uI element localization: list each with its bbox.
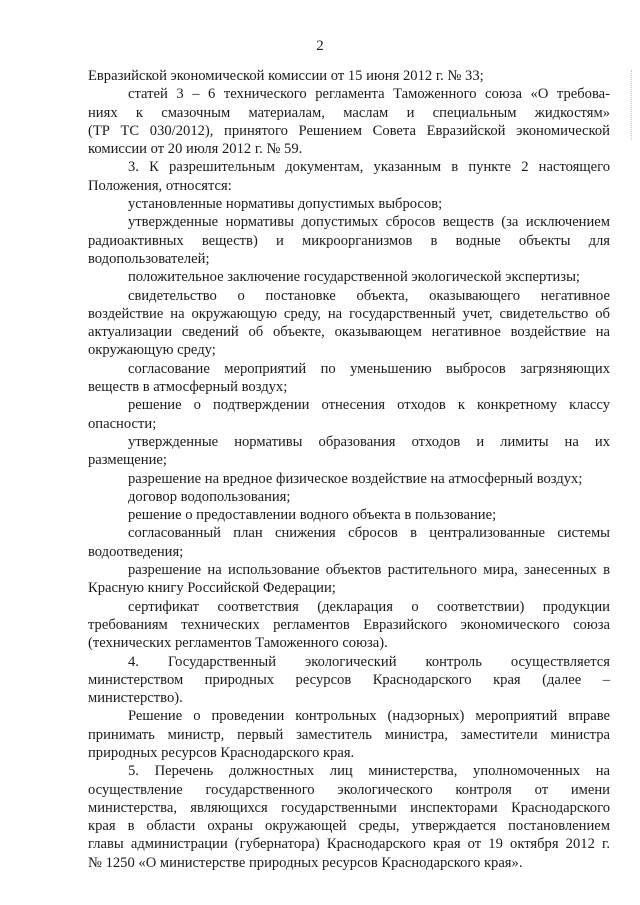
text-line: статей 3 – 6 технического регламента Таможенного союза «О требова-	[128, 86, 610, 103]
text-line: комиссии от 20 июля 2012 г. № 59.	[88, 141, 303, 158]
text-line: воздействие на окружающую среду, на государственный учет, свидетельство об	[88, 305, 610, 322]
page-number: 2	[316, 38, 324, 54]
text-line: водопользователей;	[88, 250, 210, 267]
text-line: (технических регламентов Таможенного союза).	[88, 635, 388, 652]
text-line: Евразийской экономической комиссии от 15 июня 2012 г. № 33;	[88, 68, 484, 84]
text-line: актуализации сведений об объекте, оказывающем негативное воздействие на	[88, 324, 610, 341]
text-line: (ТР ТС 030/2012), принятого Решением Совета Евразийской экономической	[88, 122, 610, 139]
text-line: окружающую среду;	[88, 342, 216, 359]
text-line: 5. Перечень должностных лиц министерства, уполномоченных на	[128, 763, 610, 780]
text-line: сертификат соответствия (декларация о соответствии) продукции	[128, 598, 610, 615]
text-line: договор водопользования;	[128, 488, 291, 505]
text-line: природных ресурсов Краснодарского края.	[88, 744, 355, 761]
text-line: размещение;	[88, 452, 167, 469]
text-line: водоотведения;	[88, 543, 184, 560]
text-line: Решение о проведении контрольных (надзорных) мероприятий вправе	[128, 708, 610, 725]
text-line: утвержденные нормативы допустимых сбросов веществ (за исключением	[128, 214, 610, 231]
text-line: требованиям технических регламентов Евразийского экономического союза	[88, 616, 610, 633]
text-line: принимать министр, первый заместитель министра, заместители министра	[88, 726, 610, 743]
text-line: опасности;	[88, 415, 157, 432]
text-line: министерства, являющихся государственными инспекторами Краснодарского	[88, 799, 610, 816]
text-line: веществ в атмосферный воздух;	[88, 379, 288, 396]
text-line: края в области охраны окружающей среды, утверждается постановлением	[88, 818, 610, 835]
text-line: положительное заключение государственной экологической экспертизы;	[128, 269, 580, 286]
text-line: ниях к смазочным материалам, маслам и специальным жидкостям»	[88, 104, 610, 121]
text-line: 4. Государственный экологический контроль осуществляется	[128, 653, 610, 670]
text-line: решение о предоставлении водного объекта в пользование;	[128, 507, 497, 524]
text-line: министерством природных ресурсов Краснодарского края (далее –	[88, 671, 610, 688]
text-line: Положения, относятся:	[88, 177, 232, 194]
text-line: установленные нормативы допустимых выбросов;	[128, 196, 443, 213]
text-line: утвержденные нормативы образования отходов и лимиты на их	[128, 433, 610, 450]
text-line: 3. К разрешительным документам, указанным в пункте 2 настоящего	[128, 159, 610, 176]
text-line: разрешение на использование объектов растительного мира, занесенных в	[128, 562, 610, 579]
document-body	[88, 67, 610, 872]
text-line: решение о подтверждении отнесения отходов к конкретному классу	[128, 397, 610, 414]
text-line: № 1250 «О министерстве природных ресурсов Краснодарского края».	[88, 854, 523, 871]
text-line: осуществление государственного экологического контроля от имени	[88, 781, 610, 798]
text-line: разрешение на вредное физическое воздействие на атмосферный воздух;	[128, 470, 583, 487]
text-line: министерство).	[88, 690, 183, 707]
margin-scan-marks	[631, 70, 638, 140]
text-line: свидетельство о постановке объекта, оказывающего негативное	[128, 287, 610, 304]
text-line: главы администрации (губернатора) Краснодарского края от 19 октября 2012 г.	[88, 836, 610, 853]
text-line: согласование мероприятий по уменьшению выбросов загрязняющих	[128, 360, 610, 377]
text-line: согласованный план снижения сбросов в централизованные системы	[128, 525, 610, 542]
text-line: Красную книгу Российской Федерации;	[88, 580, 336, 597]
text-line: радиоактивных веществ) и микроорганизмов в водные объекты для	[88, 232, 610, 249]
